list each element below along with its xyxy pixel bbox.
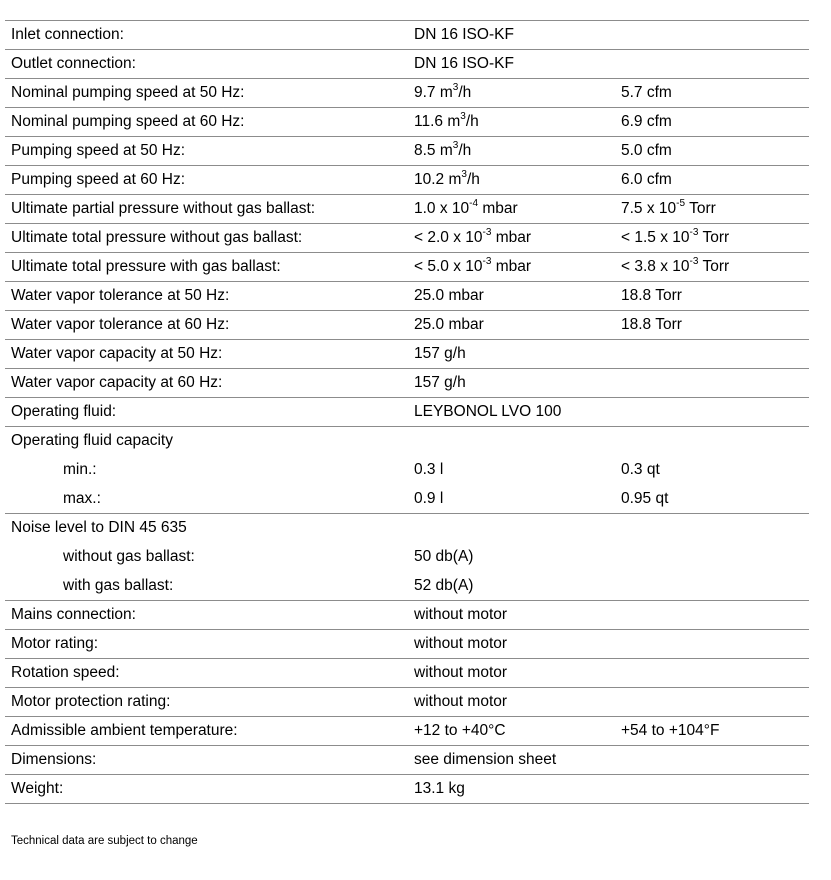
spec-value-imperial: 18.8 Torr xyxy=(611,282,809,311)
spec-row xyxy=(5,195,809,224)
spec-value-metric: without motor xyxy=(405,688,611,717)
footnote: Technical data are subject to change xyxy=(11,835,198,847)
spec-row xyxy=(5,746,809,775)
spec-row xyxy=(5,108,809,137)
spec-value-imperial: +54 to +104°F xyxy=(611,717,809,746)
spec-value-metric: 52 db(A) xyxy=(405,572,611,601)
spec-sublabel: min.: xyxy=(63,461,97,478)
spec-sublabel: with gas ballast: xyxy=(5,572,405,601)
spec-label: Ultimate total pressure without gas ballast: xyxy=(5,224,405,253)
spec-row xyxy=(5,166,809,195)
value-text: Torr xyxy=(685,200,716,217)
spec-value-imperial xyxy=(611,630,809,659)
superscript: 3 xyxy=(461,169,467,180)
value-text: 11.6 m xyxy=(414,113,461,130)
spec-value-metric: see dimension sheet xyxy=(405,746,611,775)
spec-label: Motor rating: xyxy=(5,630,405,659)
spec-label: Outlet connection: xyxy=(5,50,405,79)
spec-row xyxy=(5,659,809,688)
spec-value-metric: DN 16 ISO-KF xyxy=(405,50,611,79)
superscript: 3 xyxy=(452,82,459,93)
spec-label: Operating fluid: xyxy=(5,398,405,427)
spec-value-imperial xyxy=(611,195,809,224)
spec-value-metric xyxy=(405,79,611,108)
spec-value-imperial: 5.7 cfm xyxy=(611,79,809,108)
spec-value-metric: 50 db(A) xyxy=(414,548,474,565)
spec-value-imperial xyxy=(611,340,809,369)
spec-row xyxy=(5,137,809,166)
spec-row xyxy=(5,79,809,108)
superscript: -5 xyxy=(676,198,686,209)
value-text: 10.2 m xyxy=(414,171,462,188)
spec-value-imperial: 5.0 cfm xyxy=(611,137,809,166)
spec-label: Motor protection rating: xyxy=(5,688,405,717)
spec-label: Dimensions: xyxy=(5,746,405,775)
spec-label: Admissible ambient temperature: xyxy=(5,717,405,746)
value-text: Torr xyxy=(698,258,730,275)
spec-value-metric xyxy=(405,108,611,137)
spec-label: Pumping speed at 60 Hz: xyxy=(5,166,405,195)
spec-label: Nominal pumping speed at 60 Hz: xyxy=(5,108,405,137)
spec-value-metric: 0.3 l xyxy=(414,461,444,478)
spec-label: Inlet connection: xyxy=(5,21,405,50)
spec-value-imperial xyxy=(611,572,809,601)
superscript: -4 xyxy=(469,198,479,209)
spec-sublabel: without gas ballast: xyxy=(63,548,195,565)
value-text: mbar xyxy=(491,229,532,246)
spec-value-metric: 0.9 l xyxy=(405,485,611,514)
spec-row xyxy=(5,398,809,427)
spec-row xyxy=(5,50,809,79)
spec-value-metric: without motor xyxy=(405,630,611,659)
value-text: mbar xyxy=(491,258,532,275)
spec-value-imperial: 6.9 cfm xyxy=(611,108,809,137)
spec-value-metric xyxy=(405,166,611,195)
spec-row xyxy=(5,630,809,659)
spec-value-imperial xyxy=(611,253,809,282)
spec-value-metric: 157 g/h xyxy=(405,340,611,369)
spec-value-metric xyxy=(405,427,611,456)
spec-row xyxy=(5,485,809,514)
spec-value-metric: LEYBONOL LVO 100 xyxy=(405,398,611,427)
technical-data-body xyxy=(5,21,809,804)
spec-row xyxy=(5,543,809,572)
value-text: /h xyxy=(458,84,472,101)
spec-row xyxy=(5,340,809,369)
spec-value-metric xyxy=(405,224,611,253)
spec-row xyxy=(5,311,809,340)
spec-value-metric: without motor xyxy=(405,659,611,688)
superscript: -3 xyxy=(482,227,492,238)
value-text: 7.5 x 10 xyxy=(621,200,677,217)
superscript: 3 xyxy=(452,140,459,151)
value-text: < 5.0 x 10 xyxy=(414,258,483,275)
spec-label: Noise level to DIN 45 635 xyxy=(11,519,187,537)
spec-value-metric: +12 to +40°C xyxy=(405,717,611,746)
spec-row xyxy=(5,717,809,746)
value-text: Torr xyxy=(698,229,730,246)
spec-row xyxy=(5,427,809,456)
spec-value-imperial xyxy=(611,688,809,717)
spec-value-imperial xyxy=(611,369,809,398)
value-text: /h xyxy=(465,113,479,130)
technical-data-table xyxy=(5,20,809,804)
spec-value-metric: DN 16 ISO-KF xyxy=(405,21,611,50)
spec-label: Mains connection: xyxy=(5,601,405,630)
spec-value-imperial: 6.0 cfm xyxy=(611,166,809,195)
value-text: /h xyxy=(466,171,480,188)
value-text: 8.5 m xyxy=(414,142,453,159)
spec-label: Ultimate total pressure with gas ballast: xyxy=(5,253,405,282)
spec-row xyxy=(5,514,809,543)
spec-value-imperial: 0.3 qt xyxy=(621,461,660,478)
spec-value-imperial xyxy=(611,427,809,456)
spec-value-imperial xyxy=(611,398,809,427)
spec-value-imperial xyxy=(611,775,809,804)
spec-label: Water vapor capacity at 60 Hz: xyxy=(5,369,405,398)
spec-label: Ultimate partial pressure without gas ballast: xyxy=(5,195,405,224)
spec-value-metric xyxy=(405,514,611,543)
spec-row xyxy=(5,456,809,485)
spec-value-imperial: 18.8 Torr xyxy=(611,311,809,340)
spec-label: Nominal pumping speed at 50 Hz: xyxy=(5,79,405,108)
value-text: /h xyxy=(458,142,472,159)
spec-value-imperial xyxy=(611,746,809,775)
spec-value-imperial xyxy=(611,514,809,543)
value-text: < 2.0 x 10 xyxy=(414,229,483,246)
spec-value-imperial xyxy=(611,601,809,630)
spec-row xyxy=(5,21,809,50)
spec-value-metric: 13.1 kg xyxy=(405,775,611,804)
spec-label: Rotation speed: xyxy=(5,659,405,688)
spec-value-imperial xyxy=(611,224,809,253)
spec-value-imperial xyxy=(611,21,809,50)
spec-value-metric: without motor xyxy=(405,601,611,630)
spec-label: Water vapor tolerance at 60 Hz: xyxy=(5,311,405,340)
value-text: 1.0 x 10 xyxy=(414,200,470,217)
spec-row xyxy=(5,688,809,717)
value-text: < 1.5 x 10 xyxy=(621,229,690,246)
spec-value-metric: 157 g/h xyxy=(405,369,611,398)
spec-sublabel: max.: xyxy=(5,485,405,514)
spec-value-metric xyxy=(405,253,611,282)
spec-label: Water vapor tolerance at 50 Hz: xyxy=(5,282,405,311)
spec-value-imperial xyxy=(611,50,809,79)
superscript: -3 xyxy=(689,256,699,267)
spec-label: Weight: xyxy=(5,775,405,804)
spec-row xyxy=(5,282,809,311)
spec-row xyxy=(5,775,809,804)
spec-value-metric xyxy=(405,137,611,166)
spec-row xyxy=(5,369,809,398)
spec-value-imperial: 0.95 qt xyxy=(611,485,809,514)
spec-value-imperial xyxy=(611,659,809,688)
value-text: mbar xyxy=(478,200,518,217)
spec-label: Pumping speed at 50 Hz: xyxy=(5,137,405,166)
spec-value-metric: 25.0 mbar xyxy=(405,282,611,311)
spec-label: Water vapor capacity at 50 Hz: xyxy=(5,340,405,369)
superscript: -3 xyxy=(482,256,492,267)
spec-row xyxy=(5,253,809,282)
superscript: 3 xyxy=(460,111,466,122)
value-text: 9.7 m xyxy=(414,84,453,101)
spec-row xyxy=(5,572,809,601)
spec-row xyxy=(5,224,809,253)
spec-value-metric: 25.0 mbar xyxy=(405,311,611,340)
spec-row xyxy=(5,601,809,630)
spec-value-metric xyxy=(405,195,611,224)
superscript: -3 xyxy=(689,227,699,238)
value-text: < 3.8 x 10 xyxy=(621,258,690,275)
spec-value-imperial xyxy=(611,543,809,572)
spec-label: Operating fluid capacity xyxy=(11,432,173,450)
